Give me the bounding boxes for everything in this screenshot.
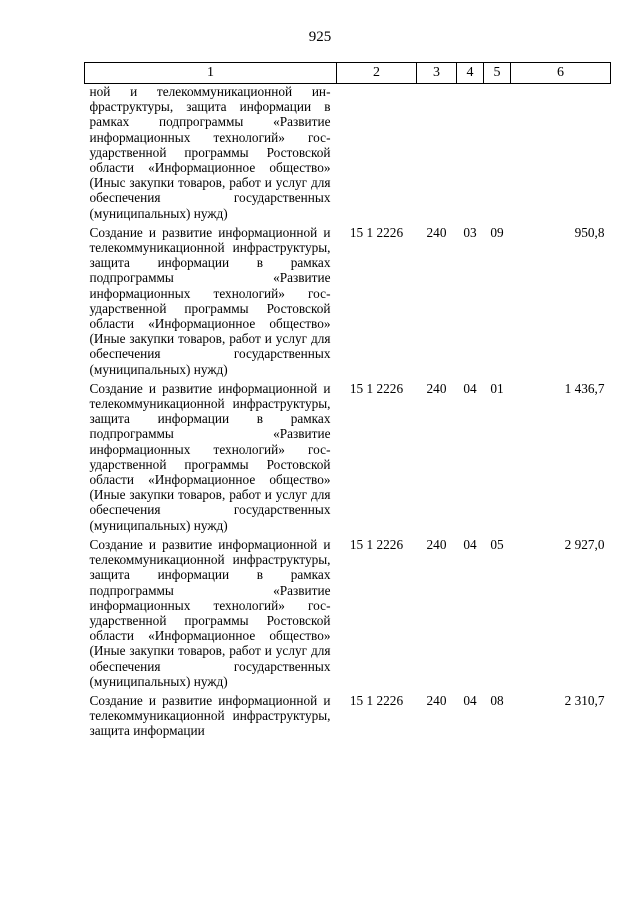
row-amount: 2 927,0 — [564, 536, 605, 552]
row-code: 15 1 2226 — [349, 224, 404, 240]
row-type: 240 — [426, 224, 447, 240]
row-subsection: 05 — [490, 536, 504, 552]
row-type: 240 — [426, 536, 447, 552]
row-description: Создание и развитие информационной и телекоммуникационной инфраструктуры, защита информации в рамках подпрограммы «Развитие информационных технологий» государственной программы Ростовской области «Информационное общество» (Иные закупки товаров, работ и услуг для обеспечения государственных (муниципальных) нужд) — [89, 224, 331, 377]
column-header-2: 2 — [337, 63, 417, 84]
row-type: 240 — [426, 692, 447, 708]
row-description: ной и телекоммуникационной инфраструктуры, защита информации в рамках подпрограммы «Развитие информационных технологий» государственной программы Ростовской области «Информационное общество» (Иныс закупки товаров, работ и услуг для обеспечения государственных (муниципальных) нужд) — [89, 84, 331, 221]
table-row — [85, 377, 611, 533]
row-section — [457, 84, 484, 221]
column-header-3: 3 — [417, 63, 457, 84]
row-description: Создание и развитие информационной и телекоммуникационной инфраструктуры, защита информации — [89, 692, 331, 739]
row-section: 03 — [463, 224, 477, 240]
row-amount — [511, 84, 611, 221]
column-header-5: 5 — [484, 63, 511, 84]
row-subsection: 08 — [490, 692, 504, 708]
row-section: 04 — [463, 536, 477, 552]
row-section: 04 — [463, 380, 477, 396]
row-type: 240 — [426, 380, 447, 396]
row-subsection: 09 — [490, 224, 504, 240]
row-code: 15 1 2226 — [349, 380, 404, 396]
page-number: 925 — [308, 29, 332, 45]
budget-table — [84, 62, 611, 739]
column-header-1: 1 — [85, 63, 337, 84]
row-type — [417, 84, 457, 221]
header-row — [85, 63, 611, 84]
row-amount: 1 436,7 — [564, 380, 605, 396]
row-amount: 2 310,7 — [564, 692, 605, 708]
table-row-continuation — [85, 84, 611, 221]
row-description: Создание и развитие информационной и телекоммуникационной инфраструктуры, защита информации в рамках подпрограммы «Развитие информационных технологий» государственной программы Ростовской области «Информационное общество» (Иные закупки товаров, работ и услуг для обеспечения государственных (муниципальных) нужд) — [89, 380, 331, 533]
row-code: 15 1 2226 — [349, 536, 404, 552]
column-header-4: 4 — [457, 63, 484, 84]
table-row — [85, 533, 611, 689]
table-row — [85, 221, 611, 377]
row-code: 15 1 2226 — [349, 692, 404, 708]
row-subsection: 01 — [490, 380, 504, 396]
table-row — [85, 689, 611, 739]
row-description: Создание и развитие информационной и телекоммуникационной инфраструктуры, защита информации в рамках подпрограммы «Развитие информационных технологий» государственной программы Ростовской области «Информационное общество» (Иные закупки товаров, работ и услуг для обеспечения государственных (муниципальных) нужд) — [89, 536, 331, 689]
row-code — [337, 84, 417, 221]
row-amount: 950,8 — [574, 224, 605, 240]
row-section: 04 — [463, 692, 477, 708]
column-header-6: 6 — [511, 63, 611, 84]
row-subsection — [484, 84, 511, 221]
